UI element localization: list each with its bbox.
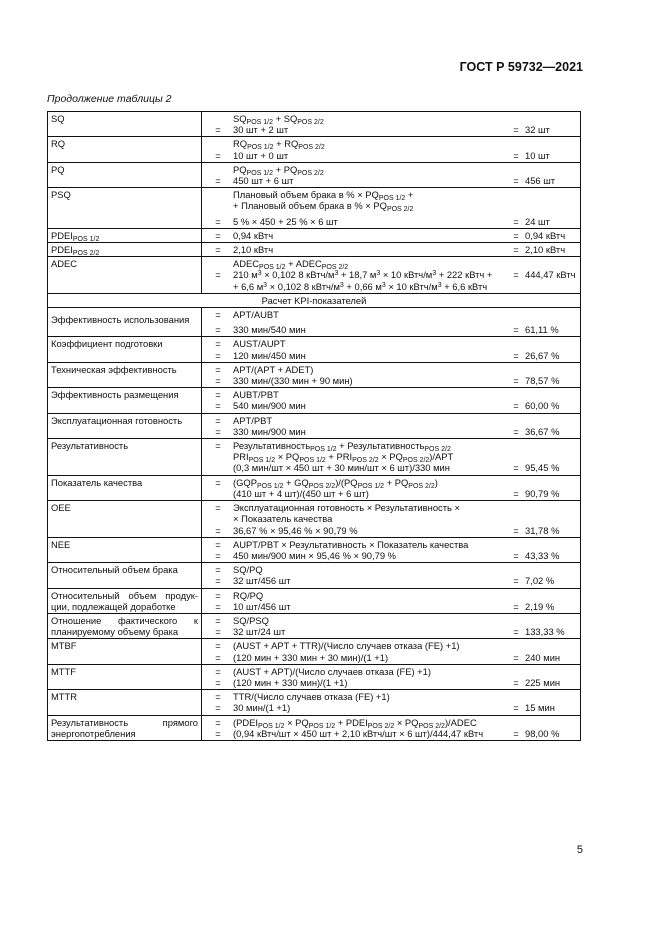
row-content: = 2,10 кВтч = 2,10 кВтч	[202, 243, 581, 257]
row-content: = ($PDEI_{POS 1/2} \times PQ_{POS 1/2}$ + $PDEI_{POS 2/2}$ × $PQ_{POS 2/2}$)/ADEC = (0,94 кВтч/шт × 450 шт + 2,10 кВтч/шт × 6 шт)/444,47 кВтч = 98,00 %	[202, 715, 581, 740]
row-label: Показатель качества	[48, 475, 202, 500]
row-label: Эксплуатационная готовность	[48, 413, 202, 438]
row-content: = $(GQP_{POS 1/2} + GQ_{POS 2/2})/(PQ_{POS 1/2} + PQ_{POS 2/2})$ (410 шт + 4 шт)/(450 шт + 6 шт) = 90,79 %	[202, 475, 581, 500]
row-content: = AUST/AUPT = 120 мин/450 мин = 26,67 %	[202, 337, 581, 362]
row-label: Результативность прямого энергопотребления	[48, 715, 202, 740]
row-label: PSQ	[48, 188, 202, 229]
table-row	[48, 112, 581, 137]
row-label: Относительный объем продук- ции, подлежащей доработке	[48, 588, 202, 613]
table-row	[48, 664, 581, 689]
row-label: NEE	[48, 537, 202, 562]
row-label: ADEC	[48, 257, 202, 294]
table-row	[48, 362, 581, 387]
row-content: = RQ/PQ = 10 шт/456 шт = 2,19 %	[202, 588, 581, 613]
row-label: OEE	[48, 501, 202, 538]
row-content: = APT/PBT = 330 мин/900 мин = 36,67 %	[202, 413, 581, 438]
table-row	[48, 137, 581, 162]
row-content: = SQ/PSQ = 32 шт/24 шт = 133,33 %	[202, 613, 581, 638]
table-row	[48, 257, 581, 294]
table-row	[48, 293, 581, 307]
row-label: PQ	[48, 162, 202, 187]
table-row	[48, 639, 581, 664]
row-content: = APT/(APT + ADET) = 330 мин/(330 мин + 90 мин) = 78,57 %	[202, 362, 581, 387]
row-content: = APT/AUBT = 330 мин/540 мин = 61,11 %	[202, 308, 581, 337]
table-row	[48, 690, 581, 715]
row-content: = AUPT/PBT × Результативность × Показатель качества = 450 мин/900 мин × 95,46 % × 90,79 % = 43,33 %	[202, 537, 581, 562]
row-content: = AUBT/PBT = 540 мин/900 мин = 60,00 %	[202, 388, 581, 413]
row-content: = 0,94 кВтч = 0,94 кВтч	[202, 228, 581, 242]
table-row	[48, 501, 581, 538]
row-content: $RQ_{POS 1/2} + RQ_{POS 2/2}$ = 10 шт + 0 шт = 10 шт	[202, 137, 581, 162]
row-label: Отношение фактического к планируемому объему брака	[48, 613, 202, 638]
page-number: 5	[576, 844, 583, 856]
kpi-section-title: Расчет KPI-показателей	[48, 293, 581, 307]
row-content: = SQ/PQ = 32 шт/456 шт = 7,02 %	[202, 563, 581, 588]
row-content: = (AUST + APT + TTR)/(Число случаев отказа (FE) +1) = (120 мин + 330 мин + 30 мин)/(1 +1) = 240 мин	[202, 639, 581, 664]
table-row	[48, 537, 581, 562]
table-row	[48, 228, 581, 242]
row-content: Плановый объем брака в % × $PQ_{POS 1/2}$ + + Плановый объем брака в % × $PQ_{POS 2/2}$ = 5 % × 450 + 25 % × 6 шт = 24 шт	[202, 188, 581, 229]
row-label: SQ	[48, 112, 202, 137]
row-label: RQ	[48, 137, 202, 162]
table-row	[48, 308, 581, 337]
row-label: Эффективность размещения	[48, 388, 202, 413]
row-label: MTBF	[48, 639, 202, 664]
kpi-calculation-table	[47, 111, 581, 741]
table-row	[48, 388, 581, 413]
row-content: = Эксплуатационная готовность × Результативность × × Показатель качества = 36,67 % × 95,46 % × 90,79 % = 31,78 %	[202, 501, 581, 538]
row-label: Техническая эффективность	[48, 362, 202, 387]
row-label: $PDEI_{POS 1/2}$	[48, 228, 202, 242]
row-label: $PDEI_{POS 2/2}$	[48, 243, 202, 257]
row-content: $PQ_{POS 1/2} + PQ_{POS 2/2}$ = 450 шт + 6 шт = 456 шт	[202, 162, 581, 187]
row-content: = Результативность$_{POS 1/2}$ + Результативность$_{POS 2/2}$ $PRI_{POS 1/2} \times PQ_{POS 1/2} + PRI_{POS 2/2} \times PQ_{POS 2/2})/APT$ (0,3 мин/шт × 450 шт + 30 мин/шт × 6 шт)/330 мин = 95,45 %	[202, 439, 581, 476]
row-label: Относительный объем брака	[48, 563, 202, 588]
table-row	[48, 475, 581, 500]
document-standard-number: ГОСТ Р 59732—2021	[459, 60, 583, 74]
row-content: $ADEC_{POS 1/2}$ + $ADEC_{POS 2/2}$ = 210 $м^3 \times 0,102$ 8 кВтч/$м^3 + 18,7$ $м^3 \times 10$ кВтч/$м^3 + 222$ кВтч + = 444,47 кВтч + 6,6 $м^3 \times 0,102$ 8 кВтч/$м^3 + 0,66$ $м^3 \times 10$ кВтч/$м^3 + 6,6$ кВтч	[202, 257, 581, 294]
table-row	[48, 613, 581, 638]
row-label: MTTR	[48, 690, 202, 715]
table-row	[48, 439, 581, 476]
row-label: Результативность	[48, 439, 202, 476]
row-label: MTTF	[48, 664, 202, 689]
table-row	[48, 162, 581, 187]
table-row	[48, 243, 581, 257]
table-caption: Продолжение таблицы 2	[47, 93, 172, 105]
table-row	[48, 188, 581, 229]
table-row	[48, 413, 581, 438]
row-content: = TTR/(Число случаев отказа (FE) +1) = 30 мин/(1 +1) = 15 мин	[202, 690, 581, 715]
row-content: $SQ_{POS 1/2} + SQ_{POS 2/2}$ = 30 шт + 2 шт = 32 шт	[202, 112, 581, 137]
row-content: = (AUST + APT)/(Число случаев отказа (FE) +1) = (120 мин + 330 мин)/(1 +1) = 225 мин	[202, 664, 581, 689]
table-row	[48, 715, 581, 740]
row-label: Коэффициент подготовки	[48, 337, 202, 362]
row-label: Эффективность использования	[48, 308, 202, 337]
table-row	[48, 337, 581, 362]
table-row	[48, 563, 581, 588]
table-row	[48, 588, 581, 613]
